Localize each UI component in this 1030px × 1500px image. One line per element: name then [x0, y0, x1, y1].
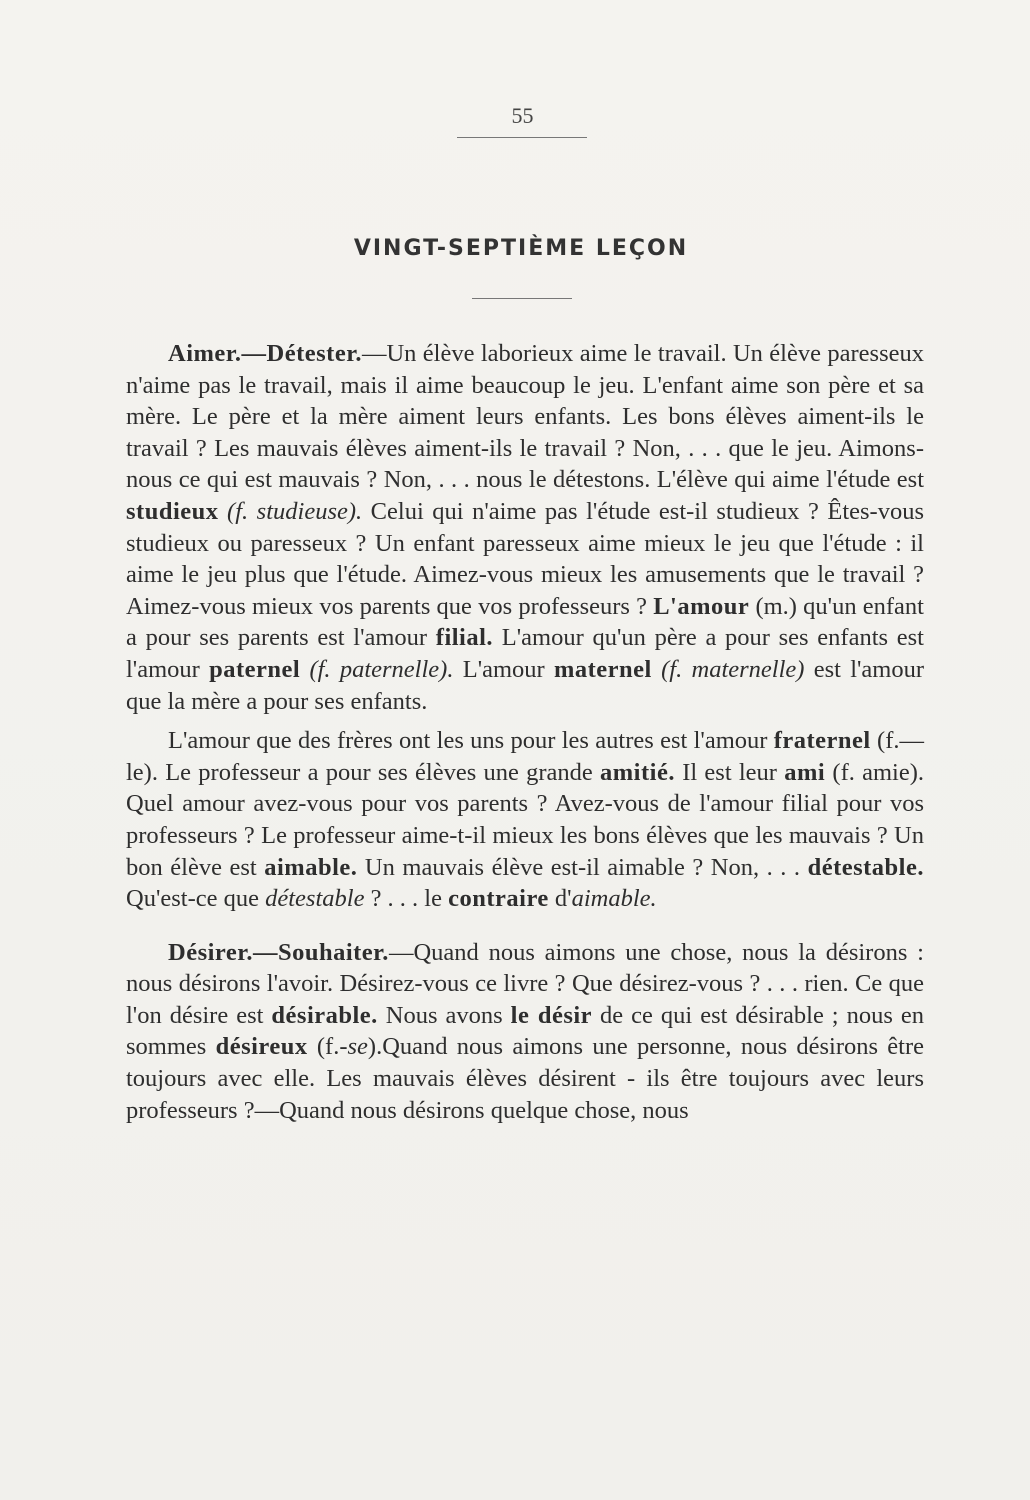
- text-run: [652, 656, 661, 683]
- text-run: (f. amie). Quel amour avez-vous pour vos parents ? Avez-vous de l'amour filial pour vos professeurs ? Le professeur aime-t-il mieux les bons élèves que les mauvais ? Un bon élève est: [126, 758, 924, 881]
- bold-term: L'amour: [653, 592, 750, 620]
- divider-rule: [457, 137, 587, 138]
- italic-text: aimable.: [571, 885, 657, 913]
- bold-term: désireux: [215, 1033, 308, 1061]
- text-run: L'amour qu'un père a pour ses enfants est l'amour: [126, 624, 924, 683]
- text-run: Nous avons: [377, 1001, 511, 1029]
- text-run: d': [548, 885, 572, 913]
- text-run: L'amour que des frères ont les uns pour les autres est l'amour: [168, 727, 774, 755]
- bold-term: fraternel: [773, 727, 871, 755]
- text-run: Qu'est-ce que: [126, 885, 266, 913]
- lesson-body: [126, 338, 924, 1126]
- italic-text: (f. maternelle): [661, 655, 805, 683]
- text-run: est l'amour que la mère a pour ses enfants.: [126, 655, 925, 715]
- bold-term: contraire: [448, 885, 549, 913]
- bold-term: Aimer.—Détester.: [168, 340, 362, 367]
- text-run: de ce qui est désirable ; nous en sommes: [126, 1001, 925, 1061]
- italic-text: (f. studieuse).: [227, 497, 363, 525]
- bold-term: maternel: [553, 655, 652, 683]
- bold-term: filial.: [435, 624, 494, 652]
- paragraph: [126, 338, 924, 717]
- paragraph: [126, 725, 924, 915]
- italic-text: (f. paternelle).: [309, 655, 454, 683]
- bold-term: ami: [784, 758, 826, 786]
- bold-term: Désirer.—Souhaiter.: [168, 938, 389, 966]
- text-run: Celui qui n'aime pas l'étude est-il studieux ? Êtes-vous studieux ou paresseux ? Un enfant paresseux aime mieux le jeu que l'étude : il aime le jeu plus que l'étude. Aimez-vous mieux les amusements que le travail ? Aimez-vous mieux vos parents que vos professeurs ?: [126, 497, 925, 620]
- bold-term: studieux: [126, 497, 219, 525]
- bold-term: aimable.: [264, 853, 358, 881]
- bold-term: paternel: [209, 655, 301, 683]
- text-run: —Quand nous aimons une chose, nous la désirons : nous désirons l'avoir. Désirez-vous ce livre ? Que désirez-vous ? . . . rien. Ce que l'on désire est: [126, 938, 924, 1029]
- paragraph: [126, 937, 924, 1127]
- bold-term: amitié.: [600, 758, 675, 786]
- text-run: ).Quand nous aimons une personne, nous désirons être toujours avec elle. Les mauvais élèves désirent - ils être toujours avec leurs professeurs ?—Quand nous désirons quelque chose, nous: [126, 1033, 924, 1124]
- divider-rule: [472, 298, 572, 299]
- text-run: Il est leur: [674, 758, 785, 786]
- text-run: Un mauvais élève est-il aimable ? Non, . . .: [357, 853, 808, 881]
- bold-term: désirable.: [271, 1001, 378, 1029]
- text-run: ? . . . le: [364, 885, 449, 913]
- lesson-heading: VINGT-SEPTIÈME LEÇON: [353, 236, 689, 261]
- bold-term: détestable.: [807, 853, 924, 881]
- page-number: 55: [511, 103, 534, 128]
- text-run: L'amour: [453, 655, 554, 683]
- text-run: (f.-: [307, 1033, 348, 1061]
- text-run: [219, 498, 228, 525]
- text-run: (m.) qu'un enfant a pour ses parents est l'amour: [126, 592, 924, 652]
- text-run: (f.—le). Le professeur a pour ses élèves une grande: [126, 727, 924, 786]
- italic-text: se: [347, 1033, 368, 1061]
- bold-term: le désir: [510, 1001, 593, 1029]
- text-run: —Un élève laborieux aime le travail. Un élève paresseux n'aime pas le travail, mais il aime beaucoup le jeu. L'enfant aime son père et sa mère. Le père et la mère aiment leurs enfants. Les bons élèves aiment-ils le travail ? Les mauvais élèves aiment-ils le travail ? Non, . . . que le jeu. Aimons-nous ce qui est mauvais ? Non, . . . nous le détestons. L'élève qui aime l'étude est: [126, 340, 924, 494]
- italic-text: détestable: [265, 885, 365, 913]
